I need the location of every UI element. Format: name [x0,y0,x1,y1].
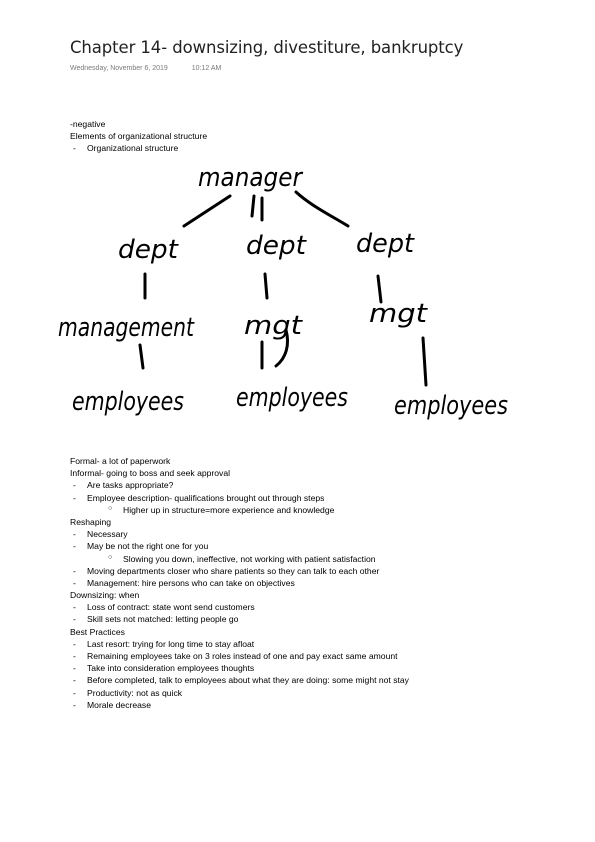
chart-node-manager: manager [198,163,305,193]
body-notes [70,455,409,711]
connector-line [296,192,348,226]
chart-node-mgt: mgt [244,311,303,341]
note-line: Elements of organizational structure [70,131,208,142]
page-time: 10:12 AM [191,65,222,72]
note-bullet: - Moving departments closer who share patients so they can talk to each other [70,565,409,577]
note-line: Downsizing: when [70,590,140,601]
connector-line [265,274,267,298]
note-bullet: - Skill sets not matched: letting people go [70,613,409,625]
note-subbullet: ○ Slowing you down, ineffective, not working with patient satisfaction [70,553,409,565]
note-bullet: - Morale decrease [70,699,409,711]
note-bullet: - Productivity: not as quick [70,687,409,699]
note-bullet: - Are tasks appropriate? [70,479,409,491]
note-line: Reshaping [70,516,112,527]
note-bullet: - Before completed, talk to employees about what they are doing: some might not stay [70,674,409,686]
connector-line [252,196,254,216]
note-bullet: - Management: hire persons who can take on objectives [70,577,409,589]
note-bullet: - Remaining employees take on 3 roles instead of one and pay exact same amount [70,650,409,662]
page-date: Wednesday, November 6, 2019 [70,65,168,72]
note-bullet: - Loss of contract: state wont send customers [70,601,409,613]
page-title: Chapter 14- downsizing, divestiture, bankruptcy [70,38,464,57]
connector-line [184,196,230,226]
note-line: Informal- going to boss and seek approval [70,468,231,479]
note-bullet: - Take into consideration employees thoughts [70,662,409,674]
note-bullet: - May be not the right one for you [70,540,409,552]
chart-node-dept: dept [356,229,415,259]
note-bullet: - Necessary [70,528,409,540]
note-line: -negative [70,119,106,129]
connector-line [423,338,426,385]
chart-node-management: management [58,313,195,343]
connector-line [140,345,143,368]
chart-node-mgt: mgt [369,299,428,329]
note-bullet: - Employee description- qualifications brought out through steps [70,492,409,504]
chart-node-employees: employees [394,391,508,421]
note-bullet: - Last resort: trying for long time to stay afloat [70,638,409,650]
note-line: Best Practices [70,626,125,637]
chart-node-dept: dept [118,235,179,265]
chart-node-dept: dept [246,231,307,261]
chart-node-employees: employees [72,387,184,417]
note-subbullet: ○ Higher up in structure=more experience and knowledge [70,504,409,516]
note-line: Formal- a lot of paperwork [70,456,171,466]
chart-node-employees: employees [236,383,348,413]
note-bullet: - Organizational structure [70,142,207,154]
